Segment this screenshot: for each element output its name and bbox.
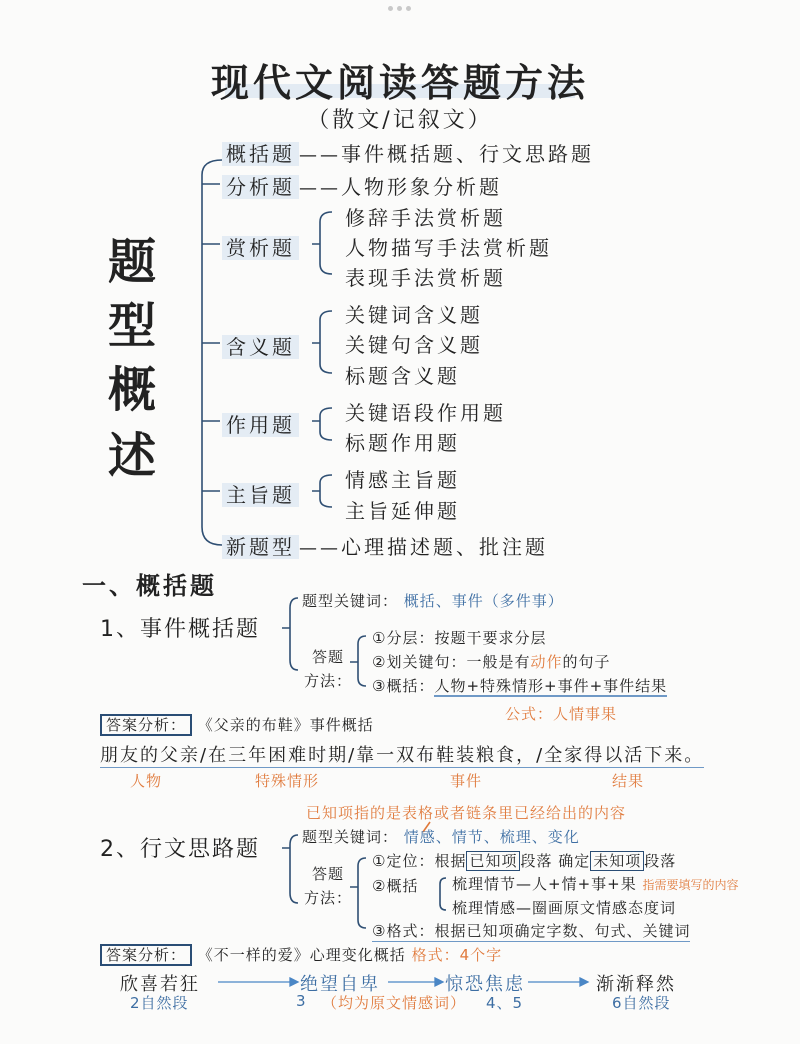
category-item: 情感主旨题 (345, 468, 460, 492)
overview-label-char: 型 (108, 298, 157, 354)
subsection-heading: 2、行文思路题 (100, 837, 260, 862)
keyword-label: 题型关键词： (302, 592, 399, 610)
overview-label-char: 题 (108, 234, 157, 290)
category-item: 事件概括题、行文思路题 (341, 142, 594, 166)
method-label: 方法： (304, 889, 353, 907)
annotation-note: 指需要填写的内容 (642, 878, 739, 892)
format-note: 格式：4个字 (411, 946, 503, 964)
paragraph-ref: 3 (296, 992, 307, 1010)
category-item: 心理描述题、批注题 (341, 535, 548, 559)
example-sentence: 朋友的父亲/在三年困难时期/靠一双布鞋装粮食，/全家得以活下来。 (100, 741, 704, 768)
page-title: 现代文阅读答题方法 (210, 60, 589, 105)
known-item-box: 已知项 (466, 851, 520, 871)
method-step: 段落 (644, 852, 677, 870)
category-item: 关键语段作用题 (345, 401, 506, 425)
category-item: 人物形象分析题 (341, 175, 502, 199)
method-step: ①定位：根据 (372, 852, 467, 870)
subsection-heading: 1、事件概括题 (100, 617, 260, 642)
page-subtitle: （散文/记叙文） (307, 108, 493, 133)
emotion-chain-item: 惊恐焦虑 (445, 974, 525, 995)
method-step: 段落 确定 (520, 852, 591, 870)
method-step-highlight: 动作 (530, 653, 563, 671)
category-name: 新题型 (222, 535, 299, 559)
sentence-tag: 人物 (130, 772, 163, 790)
paragraph-ref: 2自然段 (130, 994, 189, 1012)
method-step: ②概括 (372, 877, 419, 895)
method-step: ②划关键句：一般是有 (372, 653, 531, 671)
category-item: 标题含义题 (345, 364, 460, 388)
emotion-chain-item: 欣喜若狂 (120, 974, 200, 995)
analysis-text: 《父亲的布鞋》事件概括 (197, 716, 374, 734)
category-item: 关键句含义题 (345, 333, 483, 357)
method-step: 梳理情节—人+情+事+果 (452, 875, 637, 893)
keyword-value: 概括、事件（多件事） (403, 592, 564, 610)
analysis-label: 答案分析： (100, 944, 192, 966)
category-name: 含义题 (222, 335, 299, 359)
category-name: 分析题 (222, 175, 299, 199)
method-label: 答题 (312, 865, 345, 883)
overview-label-char: 述 (108, 428, 157, 484)
keyword-value: 情感、情节、梳理、变化 (403, 828, 580, 846)
formula-note: 公式：人情事果 (505, 705, 618, 723)
keyword-label: 题型关键词： (302, 828, 399, 846)
category-item: 表现手法赏析题 (345, 266, 506, 290)
method-label: 方法： (304, 672, 353, 690)
method-step: ①分层：按题干要求分层 (372, 629, 547, 647)
category-item: 修辞手法赏析题 (345, 206, 506, 230)
annotation-note: （均为原文情感词） (322, 994, 467, 1012)
unknown-item-box: 未知项 (590, 851, 644, 871)
annotation-note: 已知项指的是表格或者链条里已经给出的内容 (306, 804, 627, 822)
category-name: 赏析题 (222, 236, 299, 260)
method-step-formula: 人物+特殊情形+事件+事件结果 (434, 677, 668, 695)
paragraph-ref: 4、5 (486, 994, 524, 1012)
category-item: 标题作用题 (345, 431, 460, 455)
sentence-tag: 特殊情形 (255, 772, 320, 790)
sentence-tag: 结果 (612, 772, 645, 790)
emotion-chain-item: 渐渐释然 (596, 974, 676, 995)
category-name: 概括题 (222, 142, 299, 166)
category-item: 人物描写手法赏析题 (345, 236, 552, 260)
method-step: 的句子 (562, 653, 611, 671)
analysis-label: 答案分析： (100, 714, 192, 736)
analysis-text: 《不一样的爱》心理变化概括 (197, 946, 406, 964)
category-name: 主旨题 (222, 483, 299, 507)
category-name: 作用题 (222, 413, 299, 437)
method-step: ③格式：根据已知项确定字数、句式、关键词 (372, 922, 691, 940)
category-item: 关键词含义题 (345, 303, 483, 327)
overview-label-char: 概 (108, 362, 157, 418)
method-step: 梳理情感—圈画原文情感态度词 (452, 899, 677, 917)
sentence-tag: 事件 (450, 772, 483, 790)
category-item: 主旨延伸题 (345, 499, 460, 523)
section-heading: 一、概括题 (82, 572, 217, 600)
method-step: ③概括： (372, 677, 435, 695)
emotion-chain-item: 绝望自卑 (300, 974, 380, 995)
paragraph-ref: 6自然段 (612, 994, 671, 1012)
method-label: 答题 (312, 648, 345, 666)
